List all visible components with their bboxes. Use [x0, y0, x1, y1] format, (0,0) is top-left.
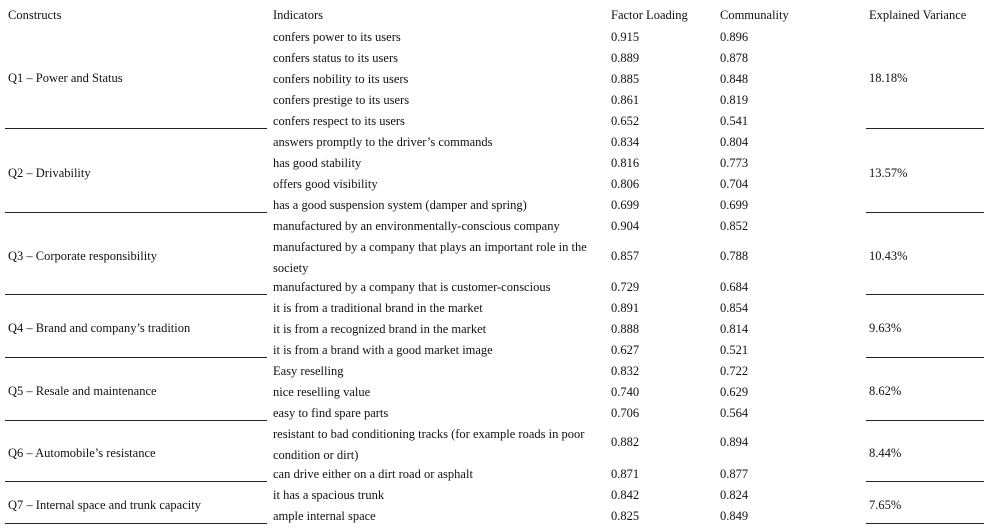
- explained-variance-value: 10.43%: [869, 249, 908, 263]
- indicator-text: confers status to its users: [273, 51, 398, 65]
- header-constructs: Constructs: [8, 8, 62, 22]
- indicator-text: ample internal space: [273, 509, 376, 523]
- factor-loading-value: 0.652: [611, 114, 640, 128]
- communality-value: 0.629: [720, 385, 749, 399]
- communality-value: 0.852: [720, 219, 749, 233]
- communality-value: 0.773: [720, 156, 749, 170]
- group-divider: [866, 523, 984, 524]
- construct-label: Q3 – Corporate responsibility: [8, 249, 157, 263]
- group-divider: [5, 420, 267, 421]
- explained-variance-value: 8.44%: [869, 446, 902, 460]
- indicator-text: nice reselling value: [273, 385, 371, 399]
- construct-label: Q4 – Brand and company’s tradition: [8, 321, 191, 335]
- indicator-text: can drive either on a dirt road or asphalt: [273, 467, 473, 481]
- factor-loading-value: 0.706: [611, 406, 640, 420]
- factor-loading-value: 0.885: [611, 72, 640, 86]
- factor-loading-value: 0.834: [611, 135, 640, 149]
- factor-loading-value: 0.888: [611, 322, 640, 336]
- factor-loading-value: 0.889: [611, 51, 640, 65]
- factor-loading-value: 0.832: [611, 364, 640, 378]
- explained-variance-value: 9.63%: [869, 321, 902, 335]
- indicator-text: confers prestige to its users: [273, 93, 410, 107]
- communality-value: 0.684: [720, 280, 749, 294]
- communality-value: 0.788: [720, 249, 749, 263]
- indicator-text: confers respect to its users: [273, 114, 405, 128]
- indicator-text: easy to find spare parts: [273, 406, 389, 420]
- factor-loading-value: 0.861: [611, 93, 640, 107]
- group-divider: [5, 128, 267, 129]
- communality-value: 0.814: [720, 322, 749, 336]
- communality-value: 0.699: [720, 198, 749, 212]
- communality-value: 0.854: [720, 301, 749, 315]
- indicator-text: has good stability: [273, 156, 362, 170]
- header-explained-variance: Explained Variance: [869, 8, 967, 22]
- factor-loading-value: 0.871: [611, 467, 640, 481]
- group-divider: [5, 523, 267, 524]
- communality-value: 0.804: [720, 135, 749, 149]
- explained-variance-value: 18.18%: [869, 71, 908, 85]
- factor-loading-value: 0.699: [611, 198, 640, 212]
- factor-loading-value: 0.891: [611, 301, 640, 315]
- communality-value: 0.848: [720, 72, 749, 86]
- explained-variance-value: 7.65%: [869, 498, 902, 512]
- group-divider: [866, 420, 984, 421]
- group-divider: [5, 294, 267, 295]
- communality-value: 0.878: [720, 51, 749, 65]
- group-divider: [5, 357, 267, 358]
- factor-loading-value: 0.740: [611, 385, 640, 399]
- header-communality: Communality: [720, 8, 789, 22]
- factor-loading-value: 0.825: [611, 509, 640, 523]
- factor-loading-value: 0.842: [611, 488, 640, 502]
- factor-loading-value: 0.904: [611, 219, 640, 233]
- group-divider: [866, 212, 984, 213]
- indicator-text: it is from a traditional brand in the market: [273, 301, 483, 315]
- header-factor-loading: Factor Loading: [611, 8, 688, 22]
- communality-value: 0.894: [720, 435, 749, 449]
- communality-value: 0.849: [720, 509, 749, 523]
- indicator-text: offers good visibility: [273, 177, 378, 191]
- explained-variance-value: 13.57%: [869, 166, 908, 180]
- group-divider: [866, 128, 984, 129]
- factor-loading-value: 0.816: [611, 156, 640, 170]
- construct-label: Q1 – Power and Status: [8, 71, 123, 85]
- communality-value: 0.704: [720, 177, 749, 191]
- communality-value: 0.896: [720, 30, 749, 44]
- indicator-text: manufactured by an environmentally-conscious company: [273, 219, 560, 233]
- indicator-text: confers power to its users: [273, 30, 401, 44]
- indicator-text: manufactured by a company that is customer-conscious: [273, 280, 551, 294]
- group-divider: [866, 481, 984, 482]
- header-indicators: Indicators: [273, 8, 323, 22]
- communality-value: 0.541: [720, 114, 749, 128]
- explained-variance-value: 8.62%: [869, 384, 902, 398]
- communality-value: 0.819: [720, 93, 749, 107]
- factor-loading-value: 0.729: [611, 280, 640, 294]
- indicator-text: confers nobility to its users: [273, 72, 409, 86]
- indicator-text: resistant to bad conditioning tracks (for example roads in poor condition or dirt): [273, 427, 585, 462]
- communality-value: 0.722: [720, 364, 749, 378]
- group-divider: [866, 357, 984, 358]
- construct-label: Q5 – Resale and maintenance: [8, 384, 157, 398]
- indicator-text: Easy reselling: [273, 364, 344, 378]
- indicator-text: manufactured by a company that plays an important role in the society: [273, 240, 587, 275]
- factor-loading-value: 0.806: [611, 177, 640, 191]
- construct-label: Q2 – Drivability: [8, 166, 91, 180]
- group-divider: [866, 294, 984, 295]
- indicator-text: it has a spacious trunk: [273, 488, 385, 502]
- construct-label: Q6 – Automobile’s resistance: [8, 446, 156, 460]
- factor-loading-value: 0.857: [611, 249, 640, 263]
- construct-label: Q7 – Internal space and trunk capacity: [8, 498, 201, 512]
- indicator-text: has a good suspension system (damper and spring): [273, 198, 527, 212]
- indicator-text: answers promptly to the driver’s commands: [273, 135, 493, 149]
- communality-value: 0.824: [720, 488, 749, 502]
- group-divider: [5, 212, 267, 213]
- communality-value: 0.877: [720, 467, 749, 481]
- communality-value: 0.521: [720, 343, 749, 357]
- communality-value: 0.564: [720, 406, 749, 420]
- factor-loading-value: 0.915: [611, 30, 640, 44]
- factor-loading-value: 0.627: [611, 343, 640, 357]
- factor-loading-value: 0.882: [611, 435, 640, 449]
- indicator-text: it is from a brand with a good market image: [273, 343, 493, 357]
- indicator-text: it is from a recognized brand in the market: [273, 322, 487, 336]
- group-divider: [5, 481, 267, 482]
